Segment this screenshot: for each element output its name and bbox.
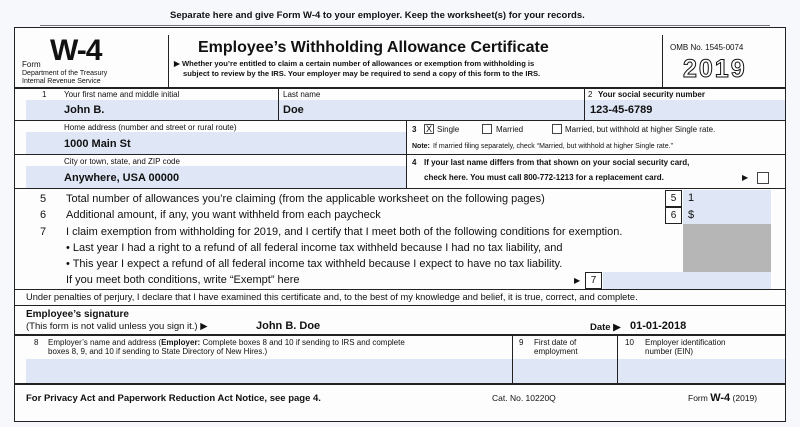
form-year: 2019 bbox=[683, 55, 747, 83]
dept-line-2: Internal Revenue Service bbox=[22, 78, 101, 85]
name-diff-checkbox[interactable] bbox=[757, 172, 769, 184]
line-7-exempt-text: If you meet both conditions, write “Exempt” here bbox=[66, 274, 300, 286]
employer-box-10-text-2: number (EIN) bbox=[645, 347, 694, 356]
catalog-number: Cat. No. 10220Q bbox=[492, 393, 556, 403]
line-6-number: 6 bbox=[40, 209, 47, 221]
employer-box-9-text-2: employment bbox=[534, 347, 578, 356]
form-title: Employee’s Withholding Allowance Certificate bbox=[198, 39, 549, 56]
privacy-notice: For Privacy Act and Paperwork Reduction Act Notice, see page 4. bbox=[26, 393, 321, 404]
row1-divider-a bbox=[278, 88, 279, 120]
line-3-number: 3 bbox=[412, 125, 417, 134]
first-name-label: Your first name and middle initial bbox=[64, 90, 180, 99]
ssn-value: 123-45-6789 bbox=[590, 104, 653, 116]
line-7-bullet-2: • This year I expect a refund of all federal income tax withheld because I expect to have no tax liability. bbox=[66, 258, 563, 270]
note-label: Note: bbox=[412, 143, 430, 150]
last-name-field[interactable] bbox=[279, 100, 584, 120]
address-value: 1000 Main St bbox=[64, 138, 131, 150]
married-higher-rate-checkbox[interactable] bbox=[552, 124, 562, 134]
line-6-text: Additional amount, if any, you want withheld from each paycheck bbox=[66, 209, 381, 221]
header-bottom-rule bbox=[14, 87, 786, 89]
signature-label: Employee’s signature bbox=[26, 309, 129, 320]
name-diff-text-1: If your last name differs from that shown on your social security card, bbox=[424, 158, 690, 167]
line-6-box-label: 6 bbox=[665, 207, 682, 224]
last-name-value: Doe bbox=[283, 104, 304, 116]
signature-value[interactable]: John B. Doe bbox=[256, 320, 321, 332]
date-value[interactable]: 01-01-2018 bbox=[630, 320, 687, 332]
lines-bottom-rule bbox=[14, 289, 786, 290]
line-5-box-label: 5 bbox=[665, 190, 682, 207]
employer-bottom-rule bbox=[14, 383, 786, 385]
form-subtitle-1: ▶ Whether you’re entitled to claim a certain number of allowances or exemption from withholding is bbox=[174, 59, 535, 68]
city-label: City or town, state, and ZIP code bbox=[64, 157, 180, 166]
separate-here-banner: Separate here and give Form W-4 to your employer. Keep the worksheet(s) for your records. bbox=[170, 10, 585, 21]
line-7-number: 7 bbox=[40, 226, 47, 238]
employer-box-9-text-1: First date of bbox=[534, 338, 577, 347]
ein-field[interactable] bbox=[618, 359, 785, 383]
line-5-text: Total number of allowances you’re claiming (from the applicable worksheet on the following pages) bbox=[66, 193, 545, 205]
line-6-value: $ bbox=[688, 209, 695, 221]
header-divider-right bbox=[662, 35, 663, 87]
last-name-label: Last name bbox=[283, 90, 321, 99]
employer-name-address-field[interactable] bbox=[26, 359, 512, 383]
date-label: Date ▶ bbox=[590, 322, 621, 333]
line-7-text: I claim exemption from withholding for 2019, and I certify that I meet both of the following conditions for exemption. bbox=[66, 226, 623, 238]
line-7-arrow: ▶ bbox=[574, 276, 581, 285]
employer-box-8-number: 8 bbox=[34, 338, 39, 347]
row2-bottom-rule bbox=[14, 154, 786, 155]
married-checkbox[interactable] bbox=[482, 124, 492, 134]
form-label: Form bbox=[22, 60, 41, 69]
signature-note: (This form is not valid unless you sign it.) ▶ bbox=[26, 321, 208, 332]
perjury-statement: Under penalties of perjury, I declare that I have examined this certificate and, to the best of my knowledge and belief, it is true, correct, and complete. bbox=[26, 292, 638, 302]
married-label: Married bbox=[496, 125, 524, 134]
employer-box-10-number: 10 bbox=[625, 338, 634, 347]
row1-divider-b bbox=[584, 88, 585, 120]
note-text: If married filing separately, check “Married, but withhold at higher Single rate.” bbox=[433, 143, 673, 150]
omb-number: OMB No. 1545-0074 bbox=[670, 43, 744, 52]
employer-box-8-text-2: boxes 8, 9, and 10 if sending to State Directory of New Hires.) bbox=[48, 347, 268, 356]
single-label: Single bbox=[437, 125, 460, 134]
single-checkbox[interactable]: X bbox=[425, 124, 432, 134]
line-6-amount-field[interactable] bbox=[683, 207, 771, 224]
line-5-number: 5 bbox=[40, 193, 47, 205]
employer-box-9-number: 9 bbox=[519, 338, 524, 347]
first-name-value: John B. bbox=[64, 104, 105, 116]
employer-box-8-text-1a-part: Employer’s name and address ( bbox=[48, 338, 162, 347]
form-name: W-4 bbox=[50, 34, 102, 67]
employer-box-8-text-1a bbox=[48, 339, 405, 347]
address-label: Home address (number and street or rural route) bbox=[64, 123, 237, 132]
employer-box-8-text-1b: Employer: bbox=[161, 338, 201, 347]
ssn-label: Your social security number bbox=[598, 90, 705, 99]
form-subtitle-2: subject to review by the IRS. Your employer may be required to send a copy of this form to the IRS. bbox=[183, 69, 541, 78]
separator-line bbox=[40, 25, 770, 26]
line-7-bullet-1: • Last year I had a right to a refund of all federal income tax withheld because I had no tax liability, and bbox=[66, 242, 563, 254]
footer-form-name: W-4 bbox=[710, 392, 731, 404]
married-higher-rate-label: Married, but withhold at higher Single rate. bbox=[565, 125, 716, 134]
row1-bottom-rule bbox=[14, 120, 786, 121]
footer-form-label bbox=[688, 393, 757, 404]
line-1-number: 1 bbox=[42, 90, 47, 99]
name-diff-arrow: ▶ bbox=[742, 173, 749, 182]
line-7-box-label: 7 bbox=[585, 272, 602, 289]
line-2-number: 2 bbox=[588, 90, 593, 99]
first-employment-date-field[interactable] bbox=[513, 359, 617, 383]
line-7-shaded-block bbox=[683, 224, 771, 272]
header-divider-left bbox=[168, 35, 169, 87]
row3-bottom-rule bbox=[14, 188, 786, 189]
perjury-rule bbox=[14, 305, 786, 306]
dept-line-1: Department of the Treasury bbox=[22, 70, 108, 77]
line-7-exempt-field[interactable] bbox=[603, 272, 771, 289]
footer-form-year: (2019) bbox=[732, 393, 758, 403]
line-4-number: 4 bbox=[412, 158, 417, 167]
footer-form-word: Form bbox=[688, 393, 708, 403]
name-diff-text-2: check here. You must call 800-772-1213 for a replacement card. bbox=[424, 173, 664, 182]
city-value: Anywhere, USA 00000 bbox=[64, 172, 180, 184]
employer-box-10-text-1: Employer identification bbox=[645, 338, 726, 347]
employer-box-8-text-1c: Complete boxes 8 and 10 if sending to IRS and complete bbox=[200, 338, 405, 347]
signature-rule bbox=[14, 334, 786, 336]
line-5-allowances-field[interactable] bbox=[683, 190, 771, 207]
line-5-value: 1 bbox=[688, 192, 695, 204]
